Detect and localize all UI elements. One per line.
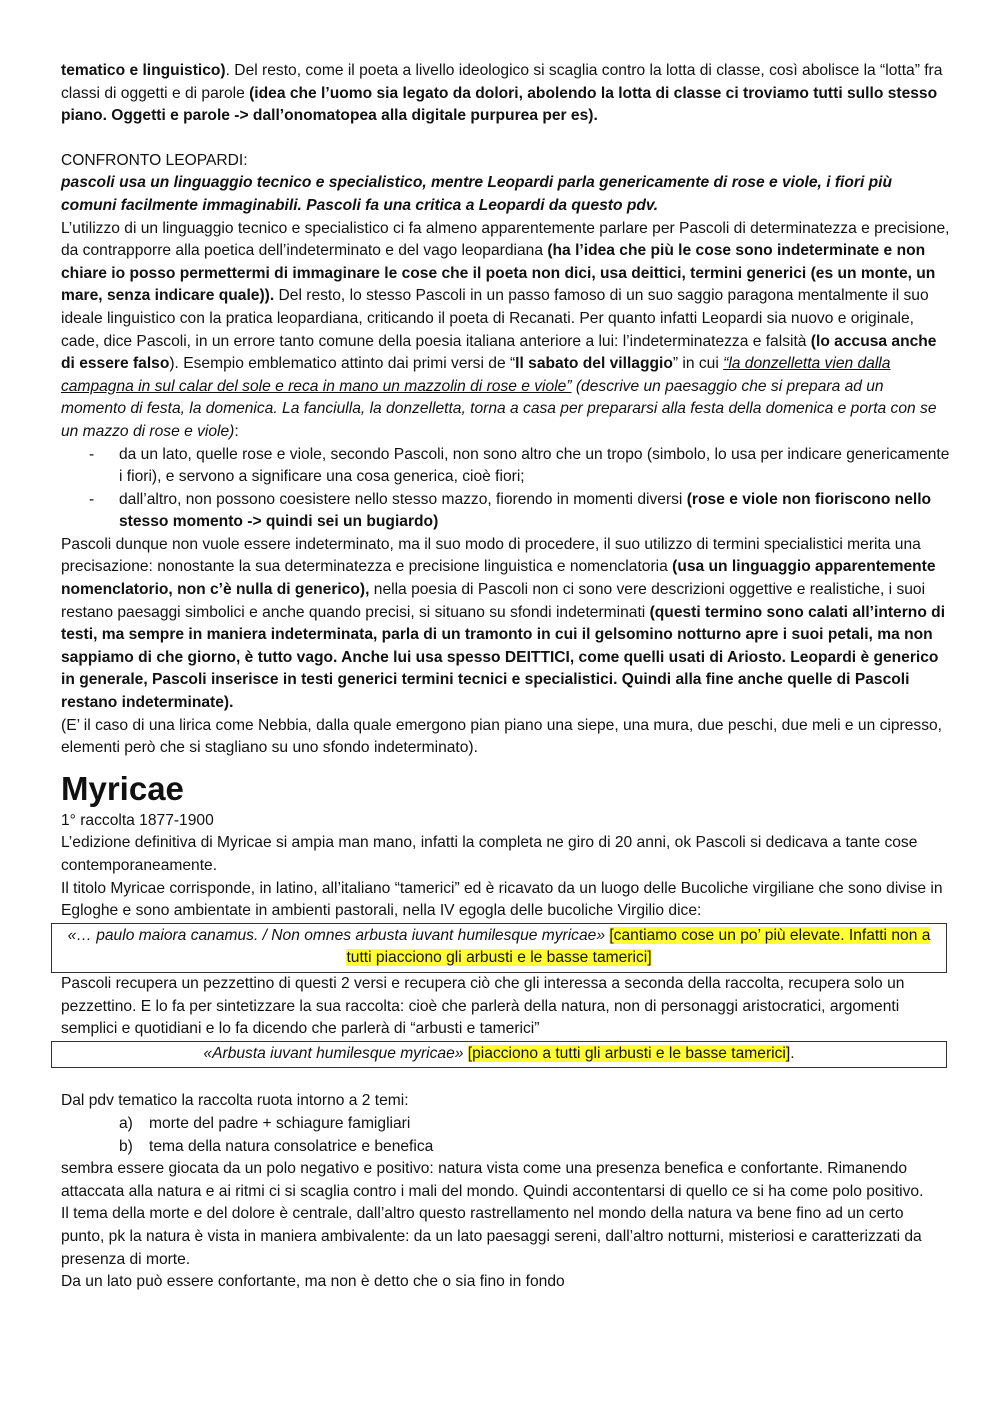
text-span: Pascoli dunque non vuole essere indeterminato, ma il suo modo di procedere, il suo utilizzo di termini specialistici merita una precisazione: nonostante la sua determinatezza e precisione linguistica e nomenclatoria (61, 535, 921, 576)
myricae-paragraph: Dal pdv tematico la raccolta ruota intorno a 2 temi: (61, 1092, 409, 1110)
dash-list (61, 444, 951, 534)
bold-span: (ha l’idea che più le cose sono indeterminate e non chiare io posso permettermi di immaginare le cose che il poeta non dici, usa deittici, termini generici (es un monte, un mare, senza indicare quale)). (61, 242, 936, 305)
list-item (89, 489, 951, 534)
text-span: Del resto, lo stesso Pascoli in un passo famoso di un suo saggio paragona mentalmente il suo ideale linguistico con la pratica leopardiana, criticando il poeta di Recanati. Per quanto infatti Leopardi sia nuovo e originale, cade, dice Pascoli, in un errore tanto comune della poesia italiana anteriore a lui: l’indeterminatezza e falsità (61, 287, 929, 350)
bold-span: (rose e viole non fioriscono nello stesso momento -> quindi sei un bugiardo) (119, 490, 932, 531)
section-title-myricae: Myricae (61, 769, 184, 807)
text-span: L’utilizzo di un linguaggio tecnico e specialistico ci fa almeno apparentemente parlare per Pascoli di determinatezza e precisione, da contrapporre alla poetica dell’indeterminato e del vago leopardiana (61, 219, 950, 260)
list-item-text: dall’altro, non possono coesistere nello stesso mazzo, fiorendo in momenti diversi (119, 490, 687, 508)
bold-italic-span: pascoli usa un linguaggio tecnico e specialistico, mentre Leopardi parla genericamente di rose e viole, i fiori più comuni facilmente immaginabili. Pascoli fa una critica a Leopardi da questo pdv. (61, 174, 893, 214)
list-marker: b) (119, 1137, 133, 1155)
list-item (119, 1113, 951, 1136)
myricae-paragraph: L’edizione definitiva di Myricae si ampia man mano, infatti la completa ne giro di 20 anni, ok Pascoli si dedicava a tante cose contemporaneamente. (61, 834, 918, 874)
list-marker: - (89, 490, 95, 508)
themes-list (61, 1113, 951, 1158)
list-marker: - (89, 445, 95, 463)
bold-italic-statement (61, 172, 951, 217)
bold-span: (lo accusa anche di essere falso (61, 332, 937, 373)
list-item (119, 1136, 951, 1159)
myricae-paragraph: Pascoli recupera un pezzettino di questi 2 versi e recupera ciò che gli interessa a seconda della raccolta, recupera solo un pezzettino. E lo fa per sintetizzare la sua raccolta: cioè che parlerà della natura, non di personaggi aristocratici, argomenti semplici e quotidiani e lo fa dicendo che parlerà di “arbusti e tamerici” (61, 974, 905, 1038)
list-item-text: da un lato, quelle rose e viole, secondo Pascoli, non sono altro che un tropo (simbolo, lo usa per indicare genericamente i fiori), e servono a significare una cosa generica, cioè fiori; (119, 445, 950, 486)
text-span: . Del resto, come il poeta a livello ideologico si scaglia contro la lotta di classe, così abolisce la “lotta” fra classi di oggetti e di parole (61, 62, 943, 102)
list-item (89, 444, 951, 489)
text-span: . (790, 1044, 795, 1062)
highlighted-translation: [piacciono a tutti gli arbusti e le basse tamerici] (467, 1044, 791, 1062)
confronto-paragraph (61, 218, 951, 444)
myricae-paragraph: Il titolo Myricae corrisponde, in latino, all’italiano “tamerici” ed è ricavato da un luogo delle Bucoliche virgiliane che sono divise in Egloghe e sono ambientate in ambienti pastorali, nella IV egogla delle bucoliche Virgilio dice: (61, 879, 943, 920)
highlighted-translation: [cantiamo cose un po’ più elevate. Infatti non a tutti piacciono gli arbusti e le basse tamerici] (346, 926, 931, 967)
quote-box (51, 923, 947, 973)
latin-quote: «Arbusta iuvant humilesque myricae» (203, 1044, 464, 1062)
text-span: : (234, 422, 239, 440)
italic-span: (descrive un paesaggio che si prepara ad un momento di festa, la domenica. La fanciulla, la donzelletta, torna a casa per prepararsi alla festa della domenica e porta con se un mazzo di rose e viole) (61, 377, 937, 440)
section-heading-confronto: CONFRONTO LEOPARDI: (61, 151, 248, 169)
bold-span: Il sabato del villaggio (515, 355, 673, 373)
text-span: ” in cui (672, 355, 724, 373)
text-span: nella poesia di Pascoli non ci sono vere descrizioni oggettive e realistiche, i suoi restano paesaggi simbolici e anche quando precisi, si situano su sfondi indeterminati (61, 581, 926, 621)
nebbia-paragraph: (E’ il caso di una lirica come Nebbia, dalla quale emergono pian piano una siepe, una mura, due peschi, due meli e un cipresso, elementi però che si stagliano su uno sfondo indeterminato). (61, 716, 942, 757)
latin-quote: «… paulo maiora canamus. / Non omnes arbusta iuvant humilesque myricae» (67, 926, 605, 944)
quote-box (51, 1041, 947, 1069)
bold-span: (questi termino sono calati all’interno di testi, ma sempre in maniera indeterminata, parla di un tramonto in cui il gelsomino notturno apre i suoi petali, ma non sappiamo di che giorno, è tutto vago. Anche lui usa spesso DEITTICI, come quelli usati di Ariosto. Leopardi è generico in generale, Pascoli inserisce in testi generici termini tecnici e specialistici. Quindi alla fine anche quelle di Pascoli restano indeterminate). (61, 603, 946, 712)
myricae-paragraph: Da un lato può essere confortante, ma non è detto che o sia fino in fondo (61, 1273, 565, 1291)
pascoli-paragraph (61, 534, 951, 715)
text-span: ). Esempio emblematico attinto dai primi versi de “ (169, 355, 516, 373)
list-item-text: morte del padre + schiagure famigliari (149, 1114, 411, 1132)
myricae-paragraph: sembra essere giocata da un polo negativo e positivo: natura vista come una presenza benefica e confortante. Rimanendo attaccata alla natura e ai ritmi ci si scaglia contro i mali del mondo. Quindi accontentarsi di quello ce si ha come polo positivo. (61, 1160, 924, 1200)
document-page (61, 60, 951, 1294)
myricae-paragraph: Il tema della morte e del dolore è centrale, dall’altro questo rastrellamento nel mondo della natura va bene fino ad un certo punto, pk la natura è vista in maniera ambivalente: da un lato paesaggi sereni, dall’altro notturni, misteriosi e caratterizzati da presenza di morte. (61, 1205, 922, 1268)
myricae-date: 1° raccolta 1877-1900 (61, 811, 214, 829)
bold-span: (idea che l’uomo sia legato da dolori, abolendo la lotta di classe ci troviamo tutti sullo stesso piano. Oggetti e parole -> dall’onomatopea alla digitale purpurea per es). (61, 84, 938, 125)
intro-paragraph (61, 60, 951, 128)
list-item-text: tema della natura consolatrice e benefica (149, 1137, 434, 1155)
bold-span: (usa un linguaggio apparentemente nomenclatorio, non c’è nulla di generico), (61, 558, 936, 599)
underlined-quote: “la donzelletta vien dalla campagna in sul calar del sole e reca in mano un mazzolin di rose e viole” (61, 355, 891, 395)
list-marker: a) (119, 1114, 133, 1132)
bold-span: tematico e linguistico) (61, 62, 226, 79)
